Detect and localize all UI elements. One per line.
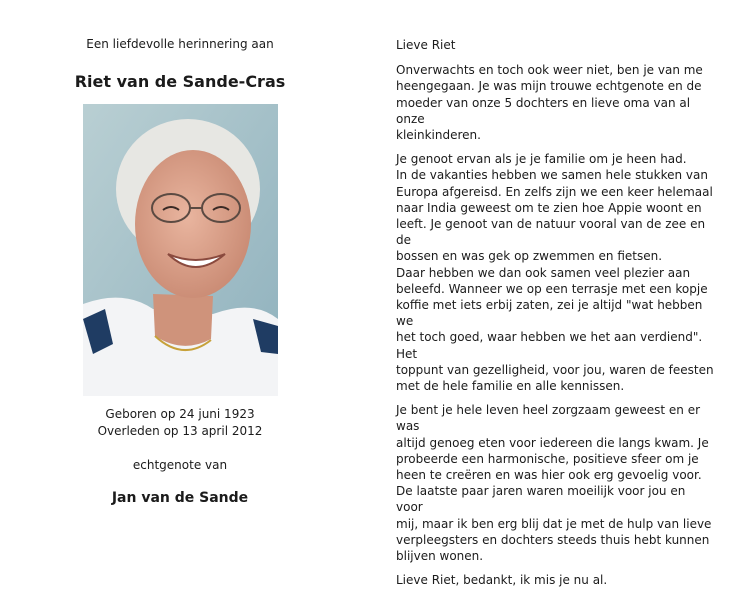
spouse-label: echtgenote van [132,458,228,472]
intro-text: Een liefdevolle herinnering aan [86,37,274,51]
death-date: Overleden op 13 april 2012 [97,424,263,438]
greeting: Lieve Riet [396,38,456,52]
deceased-name: Riet van de Sande-Cras [74,72,286,91]
paragraph-1: Onverwachts en toch ook weer niet, ben je van me heengegaan. Je was mijn trouwe echtgenote en de moeder van onze 5 dochters en lieve oma van al onze kleinkinderen. [396,63,703,143]
paragraph-3: Je bent je hele leven heel zorgzaam geweest en er was altijd genoeg eten voor iedereen die langs kwam. Je probeerde een harmonische, positieve sfeer om je heen te creëren en was hier ook erg gevoelig voor. De laatste paar jaren waren moeilijk voor jou en voor mij, maar ik ben erg blij dat je met de hulp van lieve verpleegsters en dochters steeds thuis hebt kunnen blijven wonen. [396,403,712,564]
memorial-text [396,37,714,589]
closing-line: Lieve Riet, bedankt, ik mis je nu al. [396,573,608,588]
portrait-photo [83,104,278,396]
paragraph-2: Je genoot ervan als je je familie om je heen had. In de vakanties hebben we samen hele stukken van Europa afgereisd. En zelfs zijn we een keer helemaal naar India geweest om te zien hoe Appie woont en leeft. Je genoot van de natuur vooral van de zee en de bossen en was gek op zwemmen en fietsen. Daar hebben we dan ook samen veel plezier aan beleefd. Wanneer we op een terrasje met een kopje koffie met iets erbij zaten, zei je altijd "wat hebben we het toch goed, waar hebben we het aan verdiend". Het toppunt van gezelligheid, voor jou, waren de feesten met de hele familie en alle kennissen. [396,152,714,394]
spouse-name: Jan van de Sande [111,490,249,506]
portrait-illustration [83,104,278,396]
birth-date: Geboren op 24 juni 1923 [105,407,255,421]
life-dates [60,406,300,440]
memorial-header [60,36,300,92]
